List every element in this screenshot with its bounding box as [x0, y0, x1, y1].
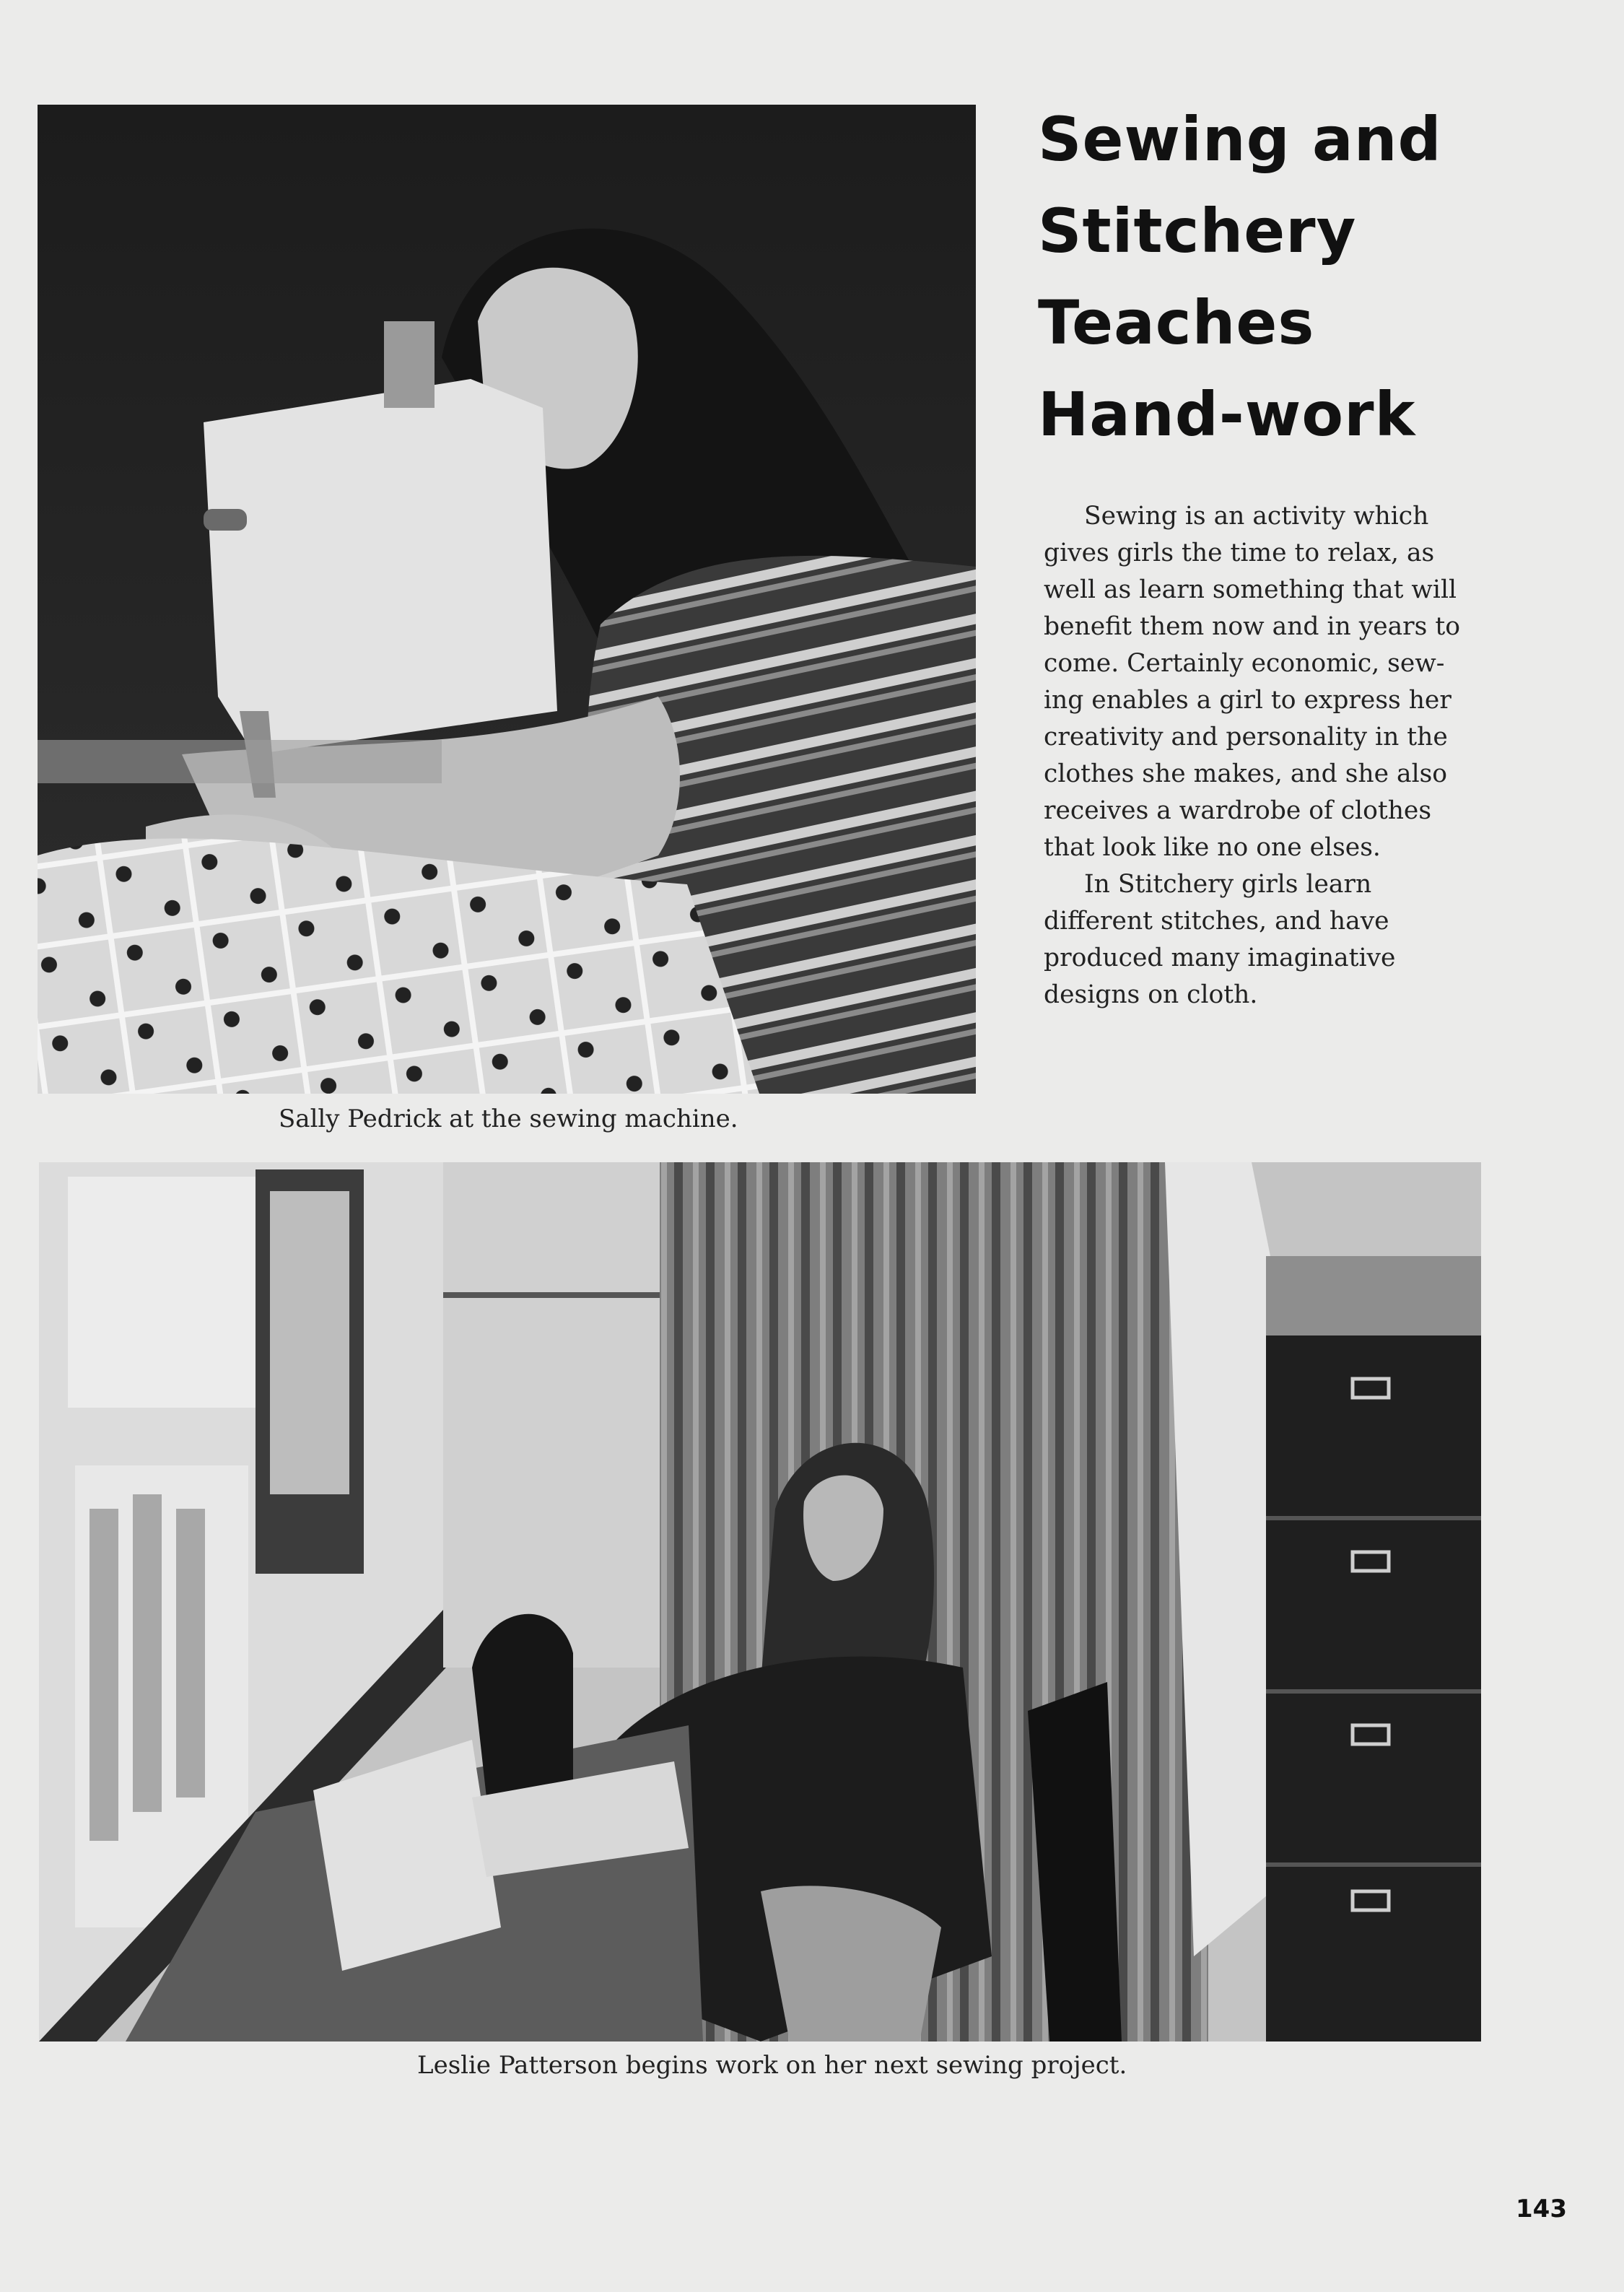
article-paragraph-2: In Stitchery girls learn different stitches, and have produced many imaginative designs on cloth.: [1044, 870, 1396, 1009]
page-number: 143: [1516, 2195, 1567, 2223]
photo-sewing-project: [39, 1162, 1481, 2042]
photo-sewing-machine: [38, 105, 976, 1094]
article-paragraph-1: Sewing is an activity which gives girls the time to relax, as well as learn something that will benefit them now and in years to come. Certainly economic, sew-ing enables a girl to express her creativity and personality in the clothes she makes, and she also receives a wardrobe of clothes that look like no one elses.: [1044, 502, 1460, 862]
article-body: [1044, 498, 1484, 1014]
headline-line-3: Teaches: [1038, 287, 1315, 358]
headline-line-1: Sewing and: [1038, 104, 1442, 175]
headline-line-2: Stitchery: [1038, 196, 1357, 266]
headline-line-4: Hand-work: [1038, 379, 1416, 450]
photo-caption-top: Sally Pedrick at the sewing machine.: [279, 1104, 738, 1133]
photo-caption-bottom: Leslie Patterson begins work on her next sewing project.: [417, 2051, 1127, 2080]
headline: [1038, 94, 1558, 461]
